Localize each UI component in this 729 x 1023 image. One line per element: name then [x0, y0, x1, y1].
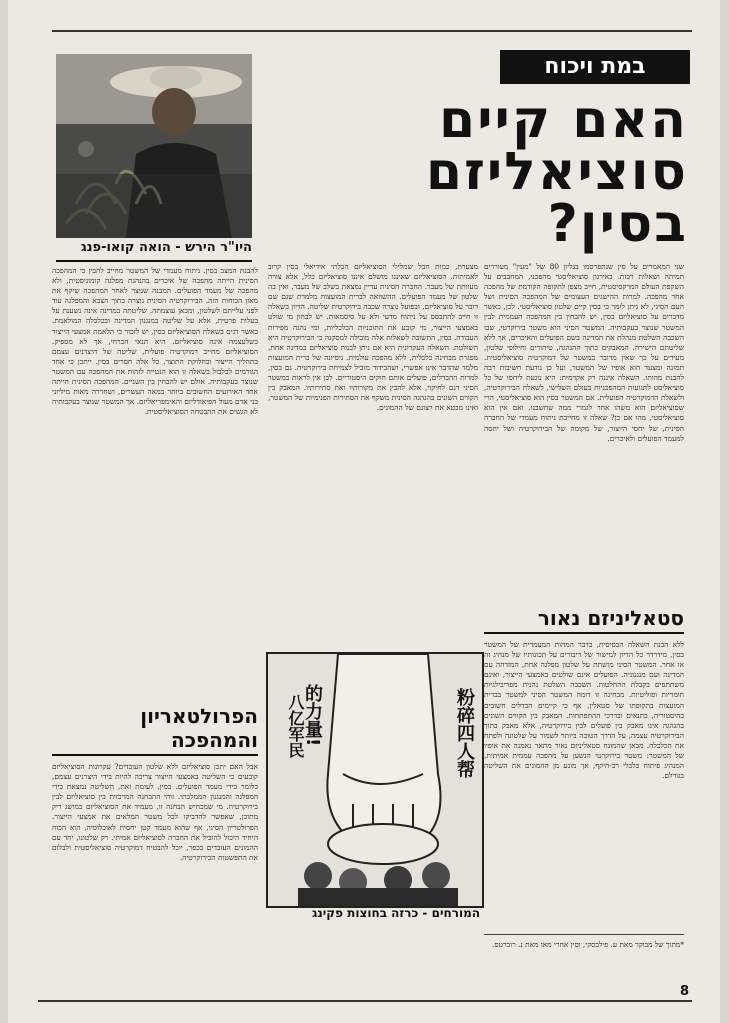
subhead-stalinism: סטאליניזם נאור: [484, 606, 684, 634]
page-number: 8: [680, 984, 690, 999]
headline-line-2: סוציאליזם: [425, 142, 688, 202]
paragraph: שני המאמרים על סין שנתפרסמו בגליון 80 של "מעין" מעוררים תמיהה ושאלות רבות. באירגון סוציאליסטי מהפכני, המחבבים על השקפת העולם המרקסיסטית, חייב מצפן לתקופה הקודמת של מהפכה אחר מהפכה. למרות ההישגים העצומים של המהפכה הסינית ושל העם הסיני, לא ניתן לומר כי בסין קיים שלטון סוציאליסטי. לכן, כאשר מדברים על סוציאליזם בסין, יש להבחין בין המהפכה העממית לבין המשטר שנוצר בעקבותיה. המשטר הסיני הוא משטר בירוקרטי, שבו השכבה השלטת מנהלת את המדינה בשם הפועלים והאיכרים, אך ללא שליטתם הישירה. המאבקים בתוך ההנהגה, טיהורים וחילופי שלטון, מעידים על כך שאין מדובר במשטר של דמוקרטיה סוציאליסטית. תמונה ומצעד הוא אופיו של המשטר, ועל כן נודעת חשיבות רבה להבנת מהותו. השאלה איננה רק אקדמית: היא נוגעת ליחסו של כל סוציאליסט לתנועות המהפכניות בעולם השלישי, לשאלת הבירוקרטיה, ולשאלת הדמוקרטיה הפועלית. אם המשטר בסין הוא סוציאליסטי, הרי שסוציאליזם הוא משהו אחר לגמרי ממה שחשבנו. ואם אין הוא סוציאליסטי, מהו אם כן? שאלה זו מחייבת ניתוח מעמדי של החברה הסינית, של יחסי הייצור, של מקומה של הבירוקרטיה ושל יחסה למעמד הפועלים ולאיכרים.: [484, 262, 684, 443]
photo-caption: היו"ר הירש - הואה קואו-פנג: [56, 240, 252, 262]
paragraph: ללא הבנת השאלה הבסיסית, בדבר המהות המעמדית של המשטר בסין, מידרדר כל הדיון למישור של דיבורים על תכונותיו של מנהיג זה או אחר. המשטר הסיני מושתת על שלטון מפלגה אחת, המזדהה עם המדינה ועם מנגנוניה. הפועלים אינם שולטים באמצעי הייצור, ואינם משתתפים בקבלת ההחלטות. השכבה השלטת נהנית מפריבילגיות חומריות ופוליטיות. מבחינה זו דומה המשטר הסיני למשטר בברית המועצות בתקופתו של סטאלין, אף כי קיימים הבדלים חשובים בהיסטוריה, בתנאים ובדרכי ההתפתחות. המאבק בין הקווים השונים בהנהגה אינו מאבק בין פועלים לבין בירוקרטיה, אלא מאבק בתוך הבירוקרטיה עצמה, על הדרך הטובה ביותר לשמור על שלטונה ולפתח את הכלכלה. מכאן שהמונח סטאליניזם נאור מתאר נאמנה את אופיו של המשטר: משטר בירוקרטי הנשען על מהפכה עממית אמיתית, המנהיג פיתוח כלכלי רב-היקף, אך מונע מן ההמונים את השליטה בגורלם.: [484, 640, 684, 781]
section-tag: במת ויכוח: [500, 50, 690, 84]
column-right-top: [484, 262, 684, 602]
subhead-proletariat-line-1: הפרולטאריון: [140, 704, 258, 728]
headline-line-1: האם קיים: [438, 90, 688, 150]
cartoon-slogan-left-2: 八亿军民: [286, 694, 305, 758]
top-rule: [52, 30, 692, 32]
subhead-proletariat: [52, 704, 258, 756]
footnote: *מתוך של מבוקר מאת ע. פילבסקי, וסין אחרי מאו מאת נ. רוברטס.: [492, 940, 684, 949]
cartoon-poster: [266, 652, 484, 908]
paragraph: אבל האם יתכן סוציאליזם ללא שלטון העובדים? עקרונות הסוציאליזם קובעים כי השליטה באמצעי הייצור צריכה להיות בידי היצרנים עצמם, כלומר בידי מעמד הפועלים. בסין, לעומת זאת, השליטה נמצאת בידי המפלגה והמנגנון הממלכתי. זוהי ההבחנה המרכזית בין סוציאליזם לבין בירוקרטיה. מי שמכחיש הבחנה זו, מעמיד את הסוציאליזם כמושג ריק מתוכן, שאפשר להדביקו לכל משטר המלאים את אמצעי הייצור. הפרולטריון הסיני, אף שהוא מעמד קטן יחסית לאוכלוסיה, הוא הכוח היחיד היכול להוביל את החברה לסוציאליזם אמיתי. רק שלטונו, יחד עם ההמונים העובדים בכפר, יוכל להבטיח דמוקרטיה סוציאליסטית ולבלום את התפשטות הבירוקרטיה.: [52, 762, 258, 862]
photo-farmer: [56, 54, 252, 238]
subhead-proletariat-line-2: והמהפכה: [170, 728, 258, 752]
bottom-rule: [38, 1000, 692, 1002]
farmer-photo-image: [56, 54, 252, 238]
paragraph: להבנת המצב בסין. ניתוח מעמדי של המשטר מחייב להבין כי המהפכה הסינית הייתה מהפכה של איכרים בהנהגת מפלגה קומוניסטית, ולא מהפכה של מעמד הפועלים. המבנה שנוצר לאחר המהפכה שיקף את מאזן הכוחות הזה. הבירוקרטיה הסינית נוצרה בתוך הצבא והמפלגה עוד לפני עלייתם לשלטון, ומכאן עוצמתה. שליטתה במדינה אינה נשענת על בעלות פרטית, אלא על שליטה במנגנון המדינה ובכלכלה המולאמת. כאשר דנים בשאלת הסוציאליזם בסין, יש לזכור כי הלאמת אמצעי הייצור כשלעצמה אינה סוציאליזם. היא תנאי הכרחי, אך לא מספיק. הסוציאליזם מחייב דמוקרטיה פועלית, שליטה של היצרנים עצמם בתהליך הייצור ובחלוקת התוצר. כל אלה חסרים בסין. ייתכן כי אחד הגורמים לבלבול בשאלה זו הוא הנטייה לזהות את המהפכה עם המשטר שנוצר בעקבותיה. אולם יש להבחין בין השניים. המהפכה הסינית הייתה אחד האירועים החשובים ביותר במאה העשרים, ושחררה מאות מיליוני בני אדם מעול הפיאודליזם והאימפריאליזם. אך המשטר שנוצר בעקבותיה לא הגשים את ההבטחה הסוציאליסטית.: [52, 266, 258, 417]
cartoon-slogan-left: 的力量!: [302, 684, 323, 747]
cartoon-caption: המורחים - כרזה בחוצות פקינג: [311, 906, 480, 920]
cartoon-slogan-right: 粉碎四人帮: [454, 688, 475, 778]
paragraph: מצערת, כמות חבל שמלילי הסוציאליזם הבלתי אידיאלי בסין קרוב לאמיתות. הסוציאליזם שאיננו מושלם איננו סוציאליזם כלל, אלא צורה מעוותת של מעבר. החברה הסינית עדיין נמצאת בשלב של מעבר, ואין בה שלטון של מעמד הפועלים. ההשוואה לברית המועצות מלמדת שגם שם דובר על סוציאליזם, ובפועל נוצרה שכבה בירוקרטית שליטה. הדיון בשאלה זו חייב להתבסס על ניתוח מדעי ולא על סיסמאות. יש לבחון מי שולט באמצעי הייצור, מי קובע את התוכניות הכלכליות, ומי נהנה מפירות העבודה. בסין, התשובה לשאלות אלה מובילה למסקנה כי הבירוקרטיה היא השולטת. השאלה העקרונית היא אם ניתן לבנות סוציאליזם במדינה אחת, מפגרת מבחינה כלכלית, ללא מהפכה עולמית. ניסיונה של ברית המועצות מלמד שהדבר אינו אפשרי, ושהבידוד מוביל לצמיחת בירוקרטיה. גם בסין, למרות ההבדלים, פועלים אותם חוקים היסטוריים. לכן אין לראות במשטר הסיני דגם לחיקוי, אלא להבין את מקורותיו ואת סתירותיו. המאבק בין הקווים השונים בהנהגה הסינית משקף את הסתירות הפנימיות של המשטר, ואינו מבטא את רצונם של ההמונים.: [268, 262, 478, 413]
newspaper-page: [8, 0, 720, 1023]
column-left-bottom: [52, 762, 258, 992]
footnote-rule: [484, 934, 684, 935]
headline-line-3: בסין?: [547, 194, 688, 254]
headline: [308, 90, 688, 254]
column-middle: [268, 262, 478, 646]
column-left-top: [52, 266, 258, 700]
column-right-bottom: [484, 640, 684, 930]
